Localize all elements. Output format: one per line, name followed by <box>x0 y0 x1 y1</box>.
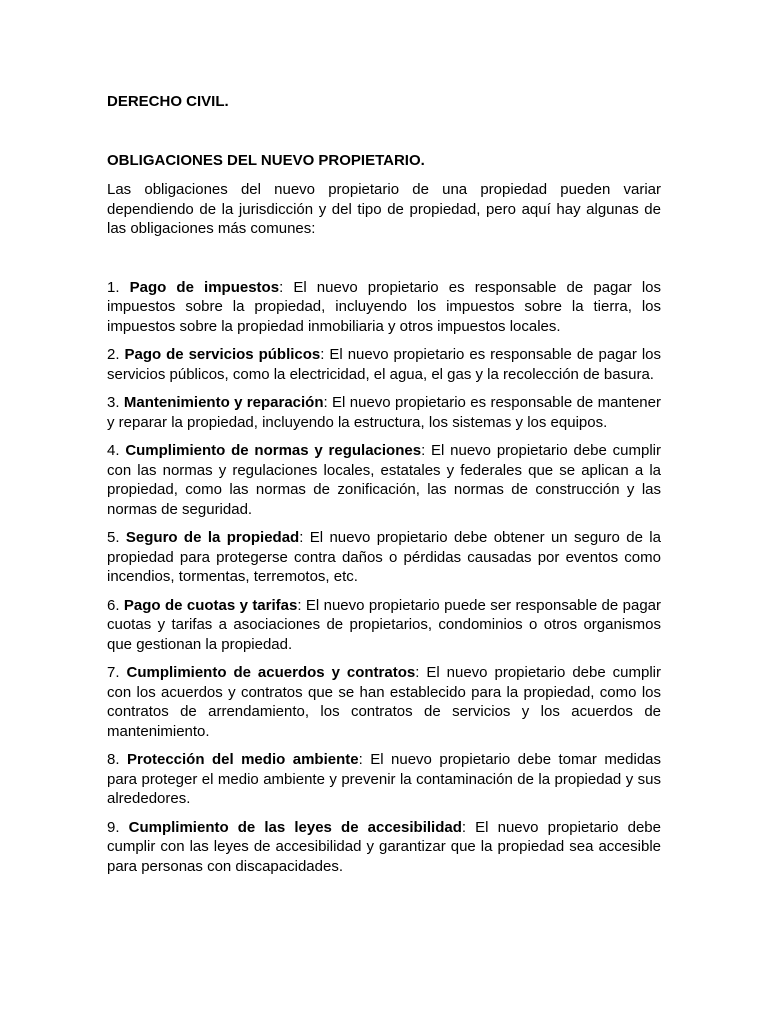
item-number: 3. <box>107 394 120 411</box>
item-term: Cumplimiento de normas y regulaciones <box>125 442 422 459</box>
item-number: 7. <box>107 664 120 681</box>
item-text: : El nuevo propietario debe cumplir con las normas y regulaciones locales, estatales y federales que se aplican a la propiedad, como las normas de zonificación, las normas de construcción y las normas de seguridad. <box>107 442 662 518</box>
obligation-item-2 <box>107 345 661 384</box>
document-title: DERECHO CIVIL. <box>107 93 229 110</box>
item-number: 2. <box>107 346 120 363</box>
obligation-item-1 <box>107 278 661 337</box>
obligation-item-8 <box>107 750 661 809</box>
item-text: : El nuevo propietario es responsable de pagar los servicios públicos, como la electricidad, el agua, el gas y la recolección de basura. <box>107 346 661 383</box>
item-term: Seguro de la propiedad <box>125 529 300 546</box>
item-term: Pago de cuotas y tarifas <box>123 596 298 614</box>
item-number: 8. <box>107 751 120 768</box>
item-text: : El nuevo propietario debe tomar medidas para proteger el medio ambiente y prevenir la contaminación de la propiedad y sus alrededores. <box>107 751 662 807</box>
obligation-item-9 <box>107 818 661 877</box>
item-text: : El nuevo propietario es responsable de mantener y reparar la propiedad, incluyendo la estructura, los sistemas y los equipos. <box>107 394 661 431</box>
item-text: : El nuevo propietario debe cumplir con los acuerdos y contratos que se han establecido para la propiedad, como los contratos de arrendamiento, los contratos de servicios y los acuerdos de mantenimiento. <box>107 664 661 740</box>
item-term: Cumplimiento de las leyes de accesibilidad <box>128 818 462 836</box>
item-term: Cumplimiento de acuerdos y contratos <box>126 664 416 681</box>
item-number: 6. <box>107 596 120 614</box>
item-number: 1. <box>107 278 120 296</box>
item-term: Mantenimiento y reparación <box>123 394 324 411</box>
item-term: Pago de impuestos <box>129 278 280 296</box>
obligation-item-3 <box>107 393 661 432</box>
item-term: Protección del medio ambiente <box>126 751 359 768</box>
item-term: Pago de servicios públicos <box>124 346 321 363</box>
item-text: : El nuevo propietario debe cumplir con las leyes de accesibilidad y garantizar que la propiedad sea accesible para personas con discapacidades. <box>107 818 661 875</box>
intro-paragraph: Las obligaciones del nuevo propietario de una propiedad pueden variar dependiendo de la jurisdicción y del tipo de propiedad, pero aquí hay algunas de las obligaciones más comunes: <box>107 181 661 237</box>
item-number: 5. <box>107 529 120 546</box>
obligation-item-7 <box>107 663 661 741</box>
item-text: : El nuevo propietario debe obtener un seguro de la propiedad para protegerse contra daños o pérdidas causadas por eventos como incendios, tormentas, terremotos, etc. <box>107 529 661 585</box>
obligation-item-6 <box>107 596 661 655</box>
obligation-item-4 <box>107 441 661 519</box>
obligation-item-5 <box>107 528 661 587</box>
document-page <box>107 92 661 885</box>
document-subtitle: OBLIGACIONES DEL NUEVO PROPIETARIO. <box>107 151 425 169</box>
item-number: 9. <box>107 818 120 836</box>
item-text: : El nuevo propietario puede ser responsable de pagar cuotas y tarifas a asociaciones de propietarios, condominios o otros organismos que gestionan la propiedad. <box>107 596 661 653</box>
item-text: : El nuevo propietario es responsable de pagar los impuestos sobre la propiedad, incluyendo los impuestos sobre la tierra, los impuestos sobre la propiedad inmobiliaria y otros impuestos locales. <box>107 278 661 335</box>
item-number: 4. <box>107 442 120 459</box>
